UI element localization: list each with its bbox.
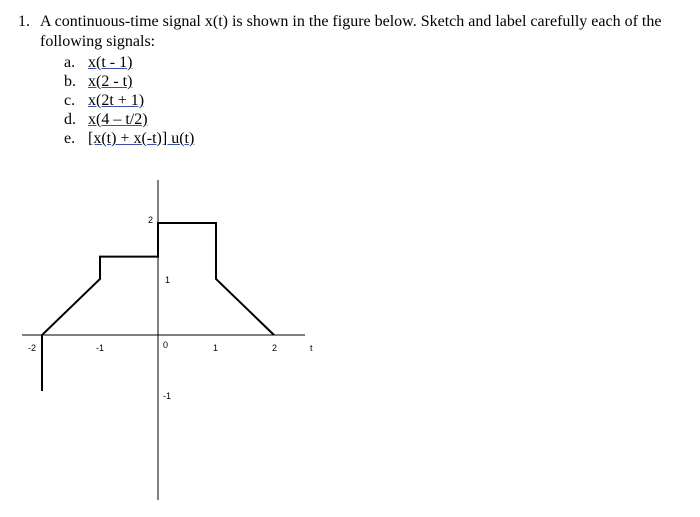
part-label: e. (64, 130, 76, 147)
part-signal: x(2t + 1) (88, 92, 145, 109)
part-label: b. (64, 73, 76, 90)
part-signal: [x(t) + x(-t)] u(t) (88, 130, 195, 147)
x-axis-label: t (310, 343, 313, 353)
x-tick-label: -2 (28, 343, 37, 353)
part-signal: x(4 – t/2) (88, 111, 148, 128)
y-tick-label: 1 (165, 275, 171, 285)
part-label: c. (64, 92, 76, 109)
question-text: A continuous-time signal x(t) is shown in the figure below. Sketch and label carefully each of the following signals: (40, 13, 662, 50)
question-number: 1. (18, 13, 30, 30)
x-tick-label: 1 (213, 343, 219, 353)
part-signal: x(t - 1) (88, 54, 133, 71)
y-tick-label: -1 (163, 391, 172, 401)
x-tick-label: 2 (272, 343, 278, 353)
part-label: d. (64, 111, 76, 128)
x-tick-label: -1 (96, 343, 105, 353)
part-label: a. (64, 54, 76, 71)
y-tick-labels (148, 215, 171, 401)
y-tick-label: 2 (148, 215, 154, 225)
part-signal: x(2 - t) (88, 73, 133, 90)
x-tick-label: 0 (163, 340, 169, 350)
x-tick-labels (28, 340, 313, 353)
